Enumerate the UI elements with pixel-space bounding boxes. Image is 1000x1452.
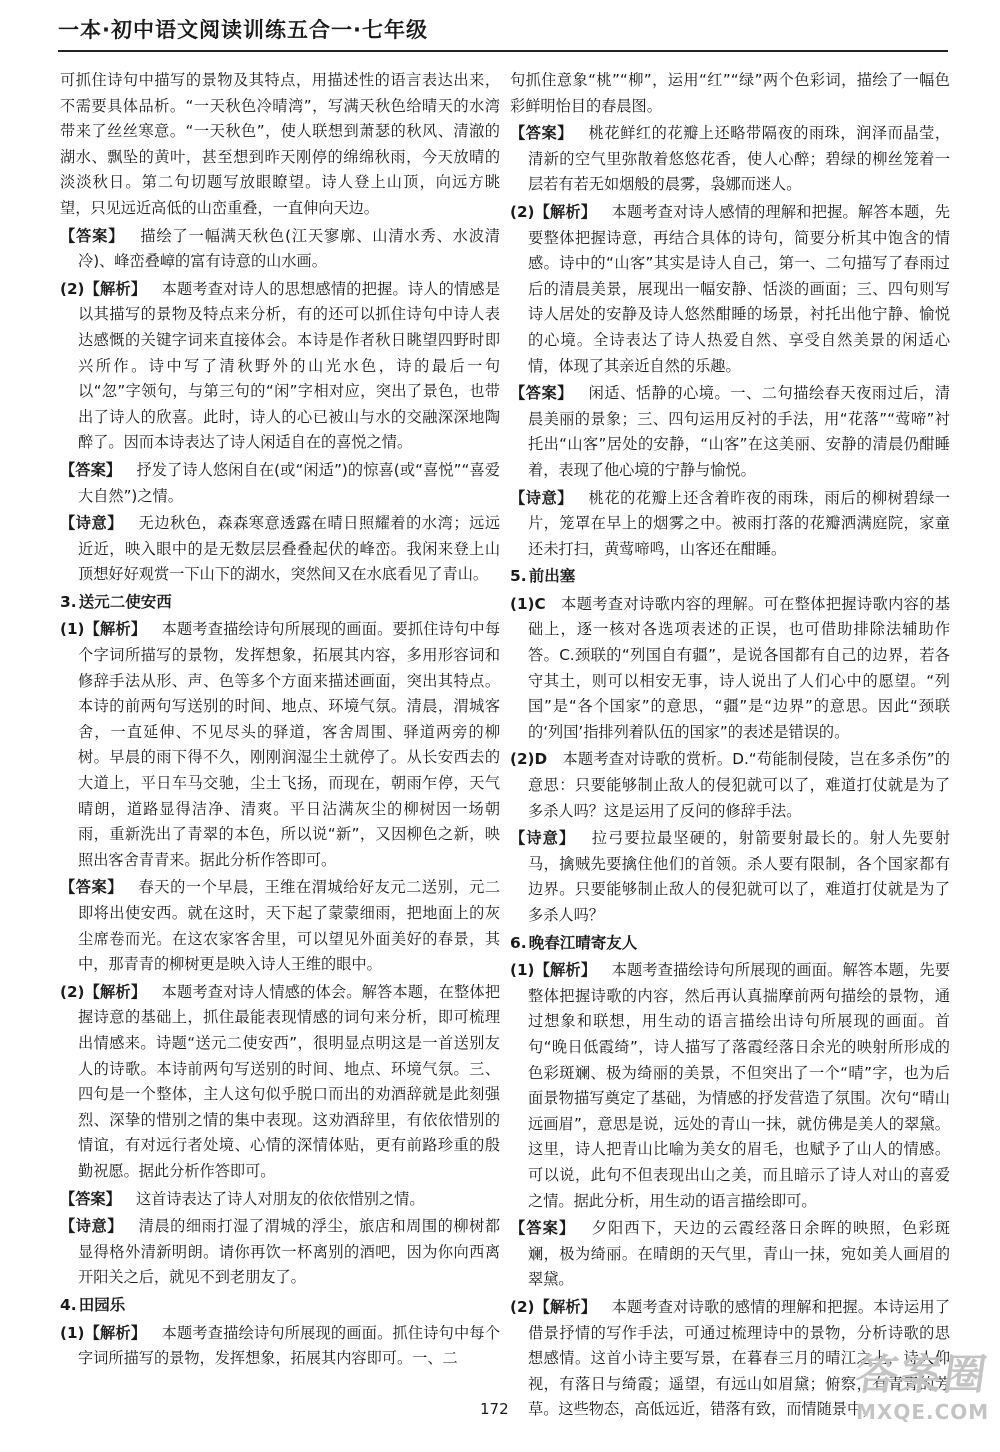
paragraph-text: 本题考查对诗人感情的理解和把握。解答本题，先要整体把握诗意，再结合具体的诗句，简要分析其中饱含的情感。诗中的“山客”其实是诗人自己，第一、二句描写了春雨过后的清晨美景，展现出一幅安静、恬淡的画面；三、四句则写诗人居处的安静及诗人悠然酣睡的场景，衬托出他宁静、愉悦的心境。全诗表达了诗人热爱自然、享受自然美景的闲适心情，体现了其亲近自然的乐趣。 [528, 202, 950, 375]
paragraph-text: 本题考查描绘诗句所展现的画面。解答本题，先要整体把握诗歌的内容，然后再认真揣摩前两句描绘的景物，通过想象和联想，用生动的语言描绘出诗句所展现的画面。首句“晚日低霞绮”，诗人描写了落霞经落日余光的映射所形成的色彩斑斓、极为绮丽的美景，不但突出了一个“晴”字，也为后面景物描写奠定了基础，为情感的抒发营造了氛围。次句“晴山远画眉”，意思是说，远处的青山一抹，就仿佛是美人的翠黛。这里，诗人把青山比喻为美女的眉毛，也赋予了山人的情感。可以说，此句不但表现出山之美，而且暗示了诗人对山的喜爱之情。据此分析，用生动的语言描绘即可。 [528, 961, 950, 1210]
answer-tag: (2)【解析】 [60, 279, 147, 298]
answer-paragraph [510, 68, 950, 119]
answer-paragraph [60, 1321, 500, 1372]
answer-tag: 【答案】 [60, 460, 122, 479]
paragraph-text: 春天的一个早晨，王维在渭城给好友元二送别，元二即将出使安西。就在这时，天下起了蒙蒙细雨，把地面上的灰尘席卷而光。在这农家客舍里，可以望见外面美好的春景，其中，那青青的柳树更是映入诗人王维的眼中。 [78, 878, 501, 974]
page-number: 172 [480, 1400, 509, 1418]
answer-paragraph [60, 1214, 500, 1291]
paragraph-text: 桃花的花瓣上还含着昨夜的雨珠，雨后的柳树碧绿一片，笼罩在早上的烟雾之中。被雨打落的花瓣洒满庭院，家童还未打扫，黄莺啼鸣，山客还在酣睡。 [528, 488, 951, 558]
answer-paragraph [60, 1187, 500, 1213]
answer-tag: (2)【解析】 [510, 202, 597, 221]
paragraph-text: 本题考查对诗歌的感情的理解和把握。本诗运用了借景抒情的写作手法，可通过梳理诗中的景物，分析诗歌的思想感情。这首小诗主要写景，在暮春三月的晴江之上，诗人仰视，有落日与绮霞；遥望，有远山如眉黛；俯察，有青青的芳草。这些物态，高低远近，错落有致，而情随景中， [528, 1297, 950, 1419]
answer-paragraph [510, 826, 950, 928]
section-number: 6. [510, 933, 527, 952]
paragraph-text: 抒发了诗人悠闲自在(或“闲适”)的惊喜(或“喜悦”“喜爱大自然”)之情。 [78, 460, 501, 505]
answer-tag: 【答案】 [60, 878, 123, 897]
answer-tag: (1)【解析】 [60, 1323, 147, 1342]
answer-tag: (1)C [510, 594, 546, 613]
section-title-text: 晚春江晴寄友人 [528, 933, 638, 952]
answer-tag: 【答案】 [510, 124, 573, 143]
answer-tag: (2)【解析】 [60, 982, 147, 1001]
answer-paragraph [510, 1216, 950, 1293]
section-title-text: 前出塞 [528, 567, 576, 586]
answer-paragraph [510, 200, 950, 379]
answer-tag: 【诗意】 [60, 514, 123, 533]
paragraph-text: 拉弓要拉最坚硬的，射箭要射最长的。射人先要射马，擒贼先要擒住他们的首领。杀人要有限制，各个国家都有边界。只要能够制止敌人的侵犯就可以了，难道打仗就是为了多杀人吗？ [528, 829, 951, 924]
paragraph-text: 这首诗表达了诗人对朋友的依依惜别之情。 [135, 1189, 425, 1208]
paragraph-text: 可抓住诗句中描写的景物及其特点，用描述性的语言表达出来，不需要具体品析。“一天秋色冷晴湾”，写满天秋色给晴天的水湾带来了丝丝寒意。“一天秋色”，使人联想到萧瑟的秋风、清澈的湖水、飘坠的黄叶，甚至想到昨天刚停的绵绵秋雨，今天放晴的淡淡秋日。第二句切题写放眼瞭望。诗人登上山顶，向远方眺望，只见远近高低的山峦重叠，一直伸向天边。 [60, 71, 500, 217]
watermark-site-text: MXQE.COM [856, 1400, 990, 1424]
section-title [60, 590, 500, 616]
answer-tag: 【答案】 [510, 1219, 576, 1238]
answer-tag: (1)【解析】 [510, 961, 597, 980]
left-column [60, 68, 500, 1374]
answer-paragraph [60, 68, 500, 222]
answer-tag: (1)【解析】 [60, 620, 147, 639]
right-column [510, 68, 950, 1425]
section-number: 4. [60, 1295, 77, 1314]
page-header: 一本·初中语文阅读训练五合一·七年级 [58, 18, 428, 42]
answer-paragraph [510, 381, 950, 483]
paragraph-text: 闲适、恬静的心境。一、二句描绘春天夜雨过后，清晨美丽的景象；三、四句运用反衬的手法，用“花落”“莺啼”衬托出“山客”居处的安静，“山客”在这美丽、安静的清晨仍酣睡着，表现了他心境的宁静与愉悦。 [528, 384, 951, 479]
section-title [510, 564, 950, 590]
paragraph-text: 本题考查对诗歌内容的理解。可在整体把握诗歌内容的基础上，逐一核对各选项表述的正误，也可借助排除法辅助作答。C.颈联的“列国自有疆”，是说各国都有自己的边界，若各守其土，则可以相安无事，诗人说出了人们心中的愿望。“列国”是“各个国家”的意思，“疆”是“边界”的意思。因此“颈联的‘列国’指排列着队伍的国家”的表述是错误的。 [528, 594, 950, 741]
answer-tag: (2)D [510, 750, 548, 769]
header-rule [58, 50, 948, 52]
answer-paragraph [510, 121, 950, 198]
paragraph-text: 句抓住意象“桃”“柳”，运用“红”“绿”两个色彩词，描绘了一幅色彩鲜明怡目的春晨图。 [510, 71, 950, 115]
answer-paragraph [510, 958, 950, 1214]
section-number: 3. [60, 592, 77, 611]
answer-paragraph [510, 592, 950, 746]
answer-tag: 【诗意】 [510, 488, 573, 507]
section-title [510, 931, 950, 957]
answer-paragraph [60, 224, 500, 275]
paragraph-text: 无边秋色，森森寒意透露在晴日照耀着的水湾；远远近近，映入眼中的是无数层层叠叠起伏的峰峦。我闲来登上山顶想好好观赏一下山下的湖水，突然间又在水底看见了青山。 [78, 514, 501, 584]
section-number: 5. [510, 567, 527, 586]
answer-paragraph [60, 875, 500, 977]
answer-paragraph [510, 486, 950, 563]
paragraph-text: 本题考查对诗人情感的体会。解答本题，在整体把握诗意的基础上，抓住最能表现情感的词句来分析，即可梳理出情感来。诗题“送元二使安西”，很明显点明这是一首送别友人的诗歌。本诗前两句写送别的时间、地点、环境气氛。三、四句是一个整体，主人这句似乎脱口而出的劝酒辞就是此刻强烈、深挚的惜别之情的集中表现。这劝酒辞里，有依依惜别的情谊，有对远行者处境、心情的深情体贴，更有前路珍重的殷勤祝愿。据此分析作答即可。 [78, 982, 500, 1180]
paragraph-text: 本题考查对诗人的思想感情的把握。诗人的情感是以其描写的景物及特点来分析，有的还可以抓住诗句中诗人表达感慨的关键字词来直接体会。本诗是作者秋日眺望四野时即兴所作。诗中写了清秋野外的山光水色，诗的最后一句以“忽”字领句，与第三句的“闲”字相对应，突出了景色，也带出了诗人的欣喜。此时，诗人的心已被山与水的交融深深地陶醉了。因而本诗表达了诗人闲适自在的喜悦之情。 [78, 279, 500, 452]
paragraph-text: 本题考查描绘诗句所展现的画面。抓住诗句中每个字词所描写的景物，发挥想象，拓展其内容即可。一、二 [78, 1323, 500, 1368]
answer-tag: 【诗意】 [60, 1217, 123, 1236]
answer-tag: 【答案】 [60, 1189, 121, 1208]
answer-paragraph [60, 458, 500, 509]
section-title-text: 田园乐 [78, 1295, 126, 1314]
section-title-text: 送元二使安西 [78, 592, 172, 611]
answer-paragraph [60, 277, 500, 456]
paragraph-text: 本题考查描绘诗句所展现的画面。要抓住诗句中每个字词所描写的景物，发挥想象，拓展其内容，多用形容词和修辞手法从形、声、色等多个方面来描述画面，突出其特点。本诗的前两句写送别的时间、地点、环境气氛。清晨，渭城客舍，一直延伸、不见尽头的驿道，客舍周围、驿道两旁的柳树。早晨的雨下得不久，刚刚润湿尘土就停了。从长安西去的大道上，平日车马交驰，尘土飞扬，而现在，朝雨乍停，天气晴朗，道路显得洁净、清爽。平日沾满灰尘的柳树因一场朝雨，重新洗出了青翠的本色，所以说“新”，又因柳色之新，映照出客舍青青来。据此分析作答即可。 [78, 620, 500, 869]
paragraph-text: 本题考查对诗歌的赏析。D.“苟能制侵陵，岂在多杀伤”的意思：只要能够制止敌人的侵犯就可以了，难道打仗就是为了多杀人吗？这是运用了反问的修辞手法。 [528, 750, 950, 820]
answer-paragraph [60, 511, 500, 588]
watermark-logo [852, 1350, 996, 1448]
answer-paragraph [510, 747, 950, 824]
paragraph-text: 描绘了一幅满天秋色(江天寥廓、山清水秀、水波清冷)、峰峦叠嶂的富有诗意的山水画。 [78, 226, 500, 271]
answer-tag: 【答案】 [60, 226, 125, 245]
answer-tag: 【诗意】 [510, 829, 576, 848]
paragraph-text: 夕阳西下，天边的云霞经落日余晖的映照，色彩斑斓，极为绮丽。在晴朗的天气里，青山一抹，宛如美人画眉的翠黛。 [528, 1219, 951, 1289]
answer-tag: 【答案】 [510, 384, 573, 403]
watermark-logo-text: 答案圈 [852, 1350, 992, 1399]
answer-paragraph [60, 617, 500, 873]
section-title [60, 1293, 500, 1319]
paragraph-text: 桃花鲜红的花瓣上还略带隔夜的雨珠，润泽而晶莹，清新的空气里弥散着悠悠花香，使人心醉；碧绿的柳丝笼着一层若有若无如烟般的晨雾，袅娜而迷人。 [528, 124, 951, 194]
answer-paragraph [60, 980, 500, 1185]
answer-tag: (2)【解析】 [510, 1297, 597, 1316]
paragraph-text: 清晨的细雨打湿了渭城的浮尘，旅店和周围的柳树都显得格外清新明朗。请你再饮一杯离别的酒吧，因为你向西离开阳关之后，就见不到老朋友了。 [78, 1217, 501, 1287]
